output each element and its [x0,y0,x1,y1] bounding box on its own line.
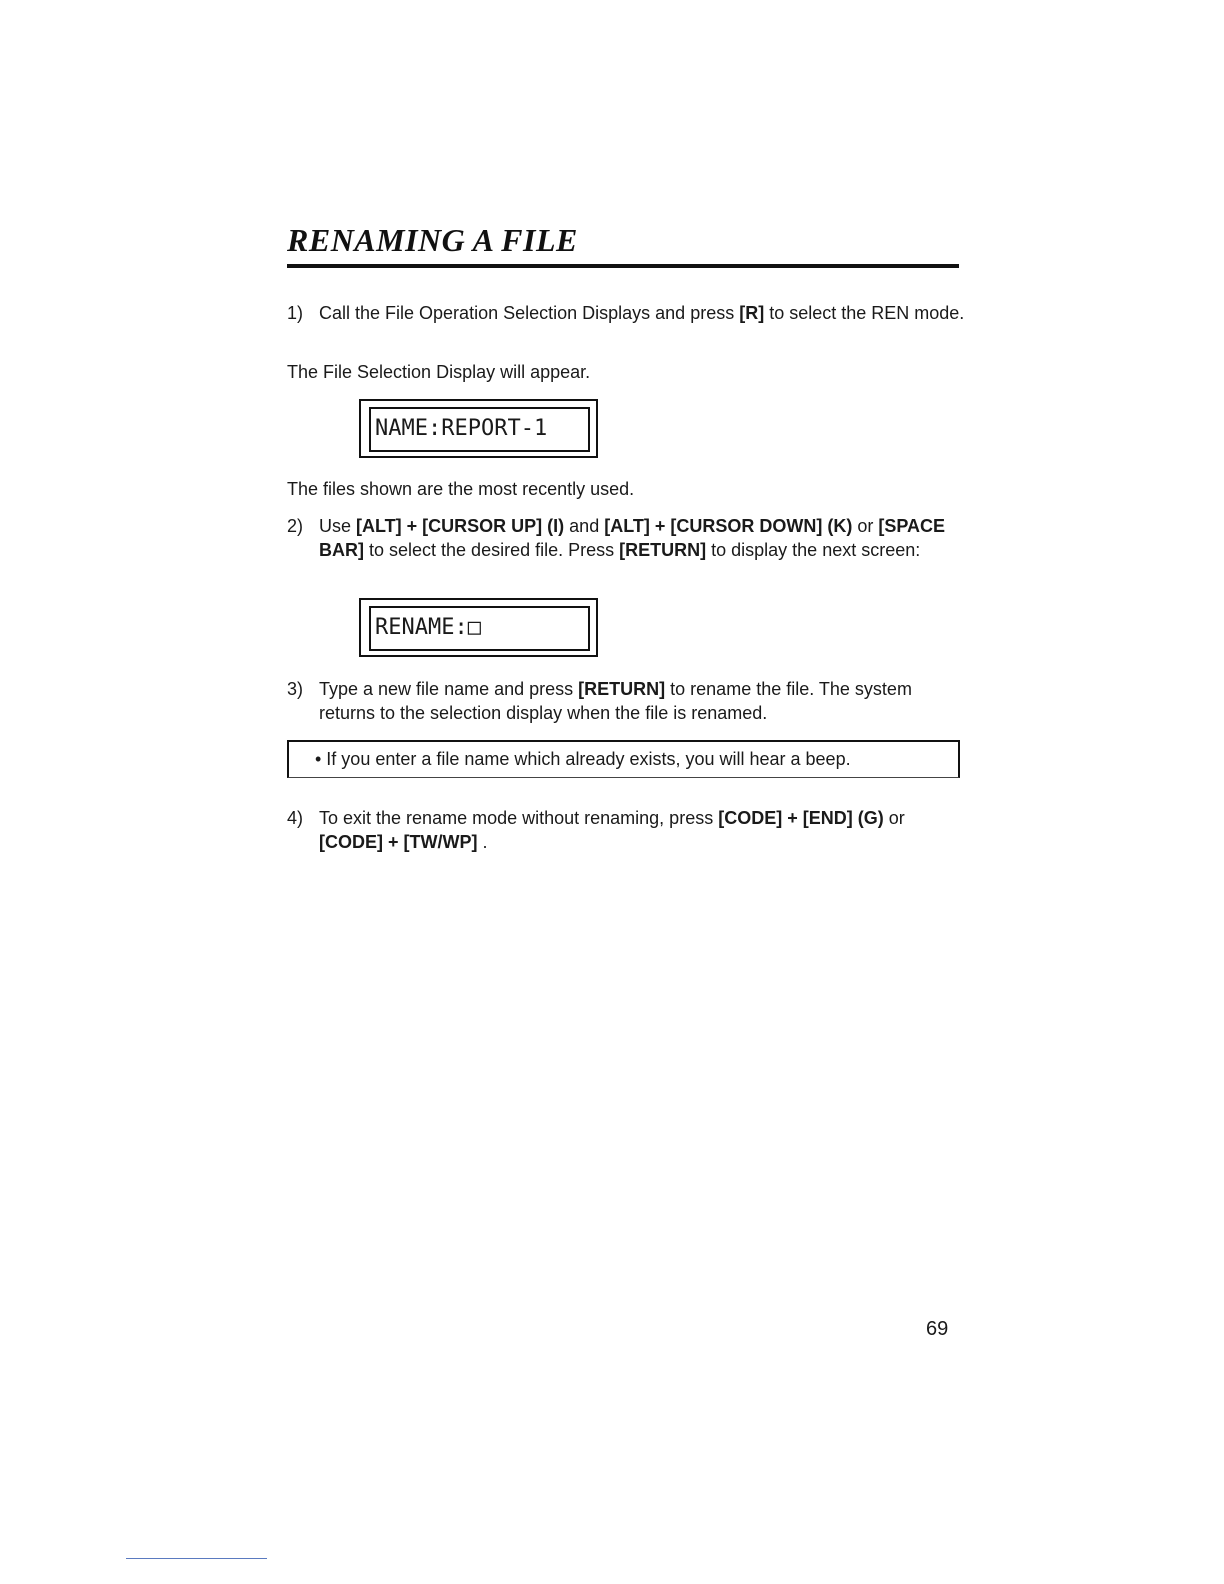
step-number: 2) [287,516,304,536]
step-text [319,301,967,325]
step-number: 4) [287,808,304,828]
lcd-display-rename [359,598,598,657]
title-underline [287,264,959,268]
key-label: [SPACE BAR] [319,516,946,560]
step-number: 1) [287,303,304,323]
text: and [564,516,605,536]
text: . [477,832,488,852]
footer-line [126,1558,267,1559]
lcd-text: RENAME:□ [369,606,590,651]
note-box: • If you enter a file name which already exists, you will hear a beep. [287,740,960,778]
key-label: [ALT] + [CURSOR UP] (I) [356,516,565,536]
recent-files-note: The files shown are the most recently used. [287,479,635,499]
key-label: [RETURN] [619,540,707,560]
text: to display the next screen: [706,540,921,560]
step-3 [287,677,967,725]
step-4 [287,806,967,854]
text: or [852,516,879,536]
page-title: RENAMING A FILE [287,222,578,258]
text: to rename the file. The system returns to the selection display when the file is renamed. [319,679,912,723]
key-label: [R] [739,303,765,323]
text: to select the REN mode. [764,303,965,323]
step-text [319,806,967,854]
step-1 [287,301,967,325]
display-intro: The File Selection Display will appear. [287,362,591,382]
text: Use [319,516,357,536]
text: To exit the rename mode without renaming, press [319,808,719,828]
step-text [319,514,967,562]
step-number: 3) [287,679,304,699]
text: Type a new file name and press [319,679,579,699]
step-2 [287,514,967,562]
lcd-display-name [359,399,598,458]
key-label: [RETURN] [578,679,666,699]
key-label: [ALT] + [CURSOR DOWN] (K) [604,516,853,536]
lcd-text: NAME:REPORT-1 [369,407,590,452]
text: or [883,808,905,828]
key-label: [CODE] + [TW/WP] [319,832,478,852]
key-label: [CODE] + [END] (G) [718,808,884,828]
text: Call the File Operation Selection Displays and press [319,303,740,323]
text: to select the desired file. Press [364,540,620,560]
step-text [319,677,967,725]
page-number: 69 [926,1318,949,1340]
